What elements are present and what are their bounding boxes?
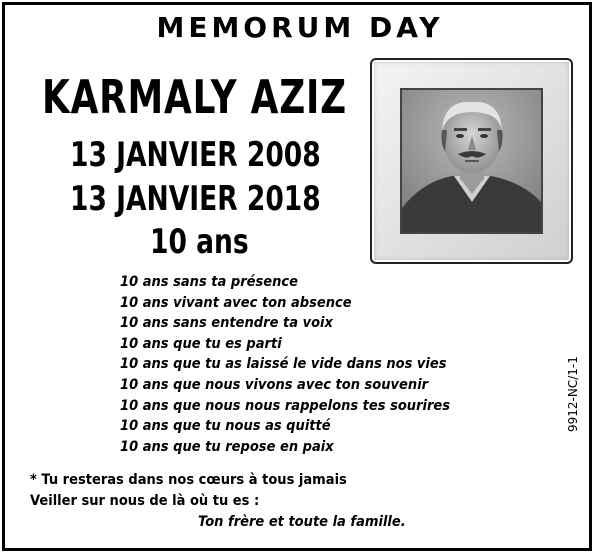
portrait-photo	[400, 88, 543, 234]
poem-line: 10 ans sans entendre ta voix	[120, 315, 333, 332]
portrait-icon	[402, 90, 541, 232]
deceased-name: KARMALY AZIZ	[42, 70, 347, 124]
tribute-line: * Tu resteras dans nos cœurs à tous jamais	[30, 472, 347, 488]
reference-code: 9912-NC/1-1	[566, 356, 580, 432]
page-title: MEMORUM DAY	[156, 11, 444, 44]
years-count: 10 ans	[150, 222, 249, 262]
portrait-frame	[370, 58, 573, 264]
poem-line: 10 ans que tu as laissé le vide dans nos vies	[120, 356, 447, 373]
poem-line: 10 ans que tu repose en paix	[120, 438, 334, 455]
poem-line: 10 ans vivant avec ton absence	[120, 294, 352, 311]
poem-line: 10 ans sans ta présence	[120, 274, 299, 290]
poem-list	[120, 272, 450, 457]
anniversary-date: 13 JANVIER 2018	[70, 179, 321, 219]
date-of-death: 13 JANVIER 2008	[70, 135, 321, 175]
signature-line: Ton frère et toute la famille.	[198, 514, 406, 530]
poem-line: 10 ans que tu es parti	[120, 335, 282, 352]
poem-line: 10 ans que tu nous as quitté	[120, 418, 331, 435]
poem-line: 10 ans que nous nous rappelons tes sourires	[120, 397, 451, 414]
poem-line: 10 ans que nous vivons avec ton souvenir	[120, 376, 429, 393]
prayer-line: Veiller sur nous de là où tu es :	[30, 493, 260, 509]
